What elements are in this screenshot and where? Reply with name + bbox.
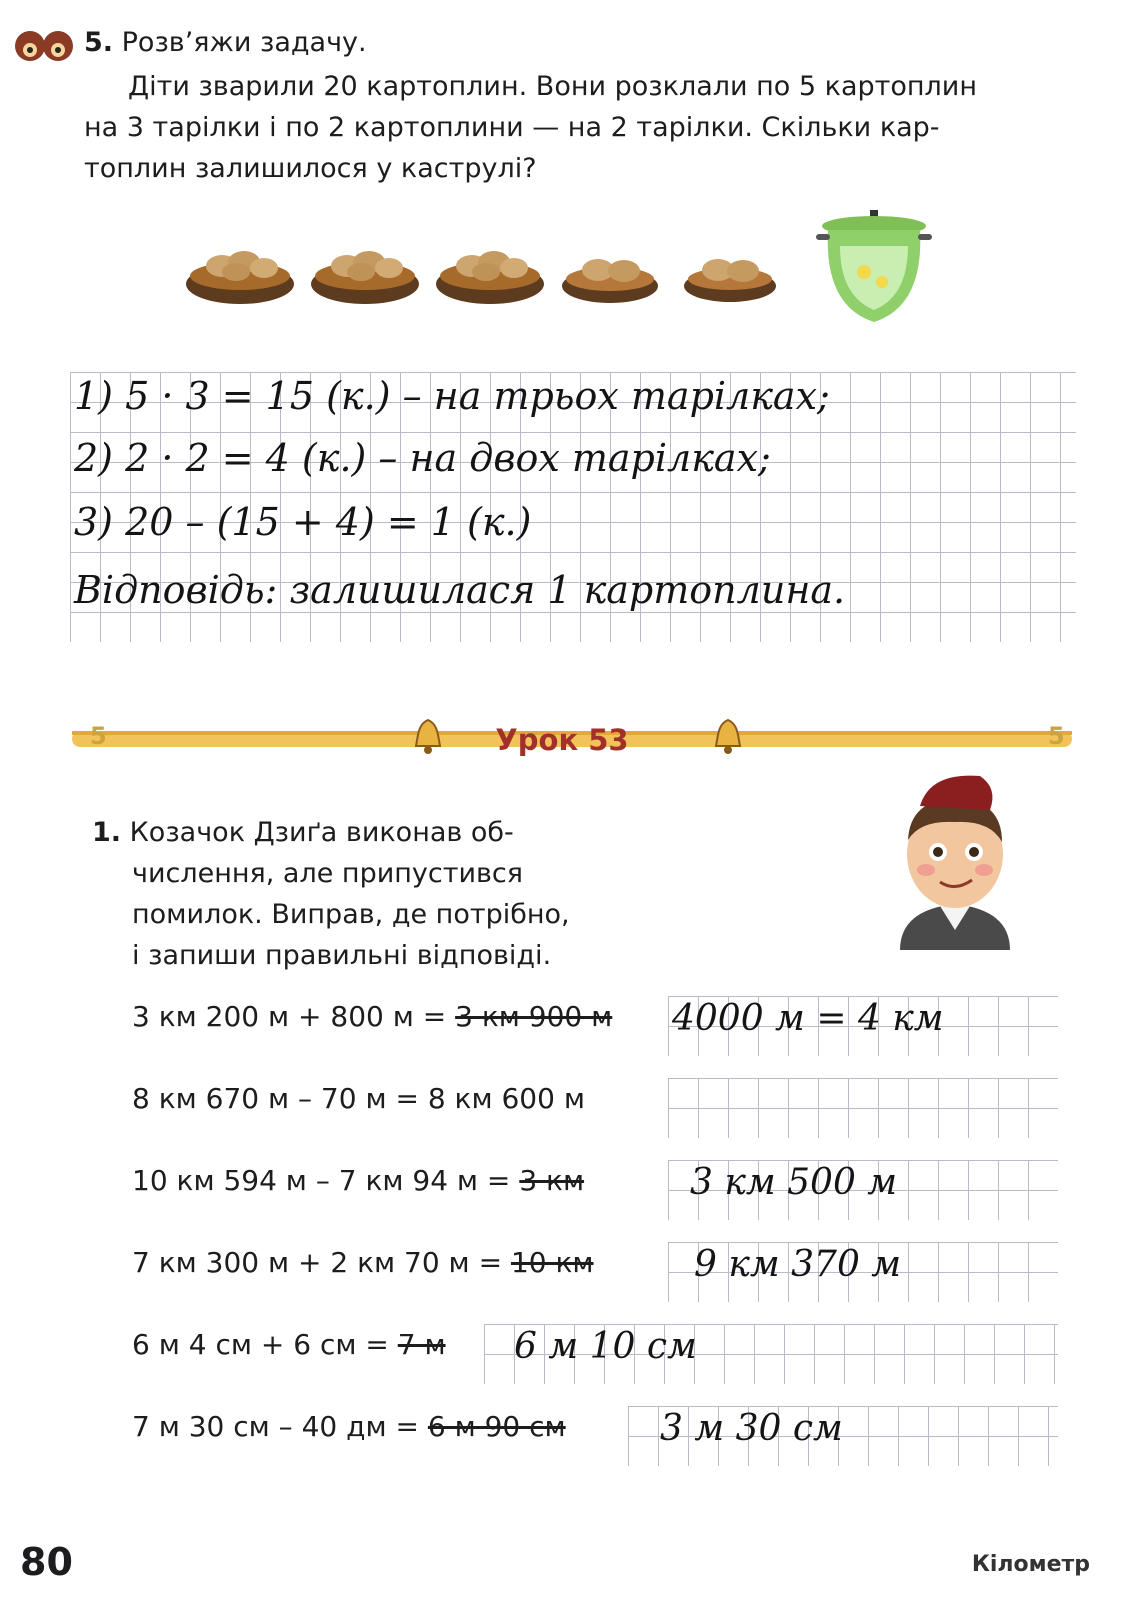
equation-6-answer: 3 м 30 см xyxy=(660,1408,843,1449)
equation-4-expr: 7 км 300 м + 2 км 70 м = xyxy=(132,1246,503,1279)
equation-5-expr: 6 м 4 см + 6 см = xyxy=(132,1328,389,1361)
lesson-right-num: 5 xyxy=(1048,722,1065,750)
task5-heading xyxy=(84,22,367,63)
task5-answer-line: Відповідь: залишилася 1 картоплина. xyxy=(74,568,846,612)
task1-line-2: числення, але припустився xyxy=(132,858,524,889)
task1-line-3: помилок. Виправ, де потрібно, xyxy=(132,899,570,930)
task5-line-1: Діти зварили 20 картоплин. Вони розклали по 5 картоплин xyxy=(128,71,977,102)
equation-4 xyxy=(132,1246,594,1279)
equation-1-expr: 3 км 200 м + 800 м = xyxy=(132,1000,447,1033)
equation-5 xyxy=(132,1328,446,1361)
equation-2-expr: 8 км 670 м – 70 м = 8 км 600 м xyxy=(132,1082,585,1115)
equation-4-wrong: 10 км xyxy=(510,1246,594,1279)
task5-heading-text: Розв’яжи задачу. xyxy=(121,27,367,58)
plate-icon xyxy=(436,251,544,304)
task5-line-2: на 3 тарілки і по 2 картоплини — на 2 тарілки. Скільки кар- xyxy=(84,112,940,143)
task1-line-4: і запиши правильні відповіді. xyxy=(132,940,552,971)
equation-3 xyxy=(132,1164,584,1197)
plate-icon xyxy=(562,259,658,303)
lesson-title: Урок 53 xyxy=(495,723,629,757)
equation-3-wrong: 3 км xyxy=(519,1164,585,1197)
task5-solution-line-3: 3) 20 – (15 + 4) = 1 (к.) xyxy=(74,500,532,544)
equation-6-wrong: 6 м 90 см xyxy=(427,1410,566,1443)
equation-2-answer-grid xyxy=(668,1078,1058,1138)
plate-icon xyxy=(311,251,419,304)
page-topic: Кілометр xyxy=(971,1552,1090,1577)
equation-5-wrong: 7 м xyxy=(397,1328,446,1361)
plates-illustration xyxy=(180,206,1000,336)
equation-2 xyxy=(132,1082,585,1115)
pot-icon xyxy=(816,210,932,322)
plate-icon xyxy=(684,259,776,302)
equation-3-answer: 3 км 500 м xyxy=(690,1162,898,1203)
task5-line-3: топлин залишилося у каструлі? xyxy=(84,153,537,184)
equation-3-expr: 10 км 594 м – 7 км 94 м = xyxy=(132,1164,511,1197)
equation-6 xyxy=(132,1410,566,1443)
equation-1 xyxy=(132,1000,612,1033)
page-number: 80 xyxy=(20,1540,73,1584)
cossack-boy-illustration xyxy=(880,770,1030,950)
owl-mascot-icon xyxy=(10,24,78,68)
task1-line-1-text: Козачок Дзиґа виконав об- xyxy=(129,817,514,848)
lesson-left-num: 5 xyxy=(90,722,107,750)
task1-number: 1. xyxy=(92,817,122,848)
task5-solution-line-1: 1) 5 · 3 = 15 (к.) – на трьох тарілках; xyxy=(74,374,830,418)
plate-icon xyxy=(186,251,294,304)
task5-number: 5. xyxy=(84,27,114,58)
equation-1-answer: 4000 м = 4 км xyxy=(672,998,944,1039)
task1-line-1 xyxy=(92,812,514,853)
task5-solution-line-2: 2) 2 · 2 = 4 (к.) – на двох тарілках; xyxy=(74,436,771,480)
equation-1-wrong: 3 км 900 м xyxy=(455,1000,613,1033)
equation-4-answer: 9 км 370 м xyxy=(694,1244,902,1285)
equation-6-expr: 7 м 30 см – 40 дм = xyxy=(132,1410,419,1443)
equation-5-answer: 6 м 10 см xyxy=(514,1326,697,1367)
